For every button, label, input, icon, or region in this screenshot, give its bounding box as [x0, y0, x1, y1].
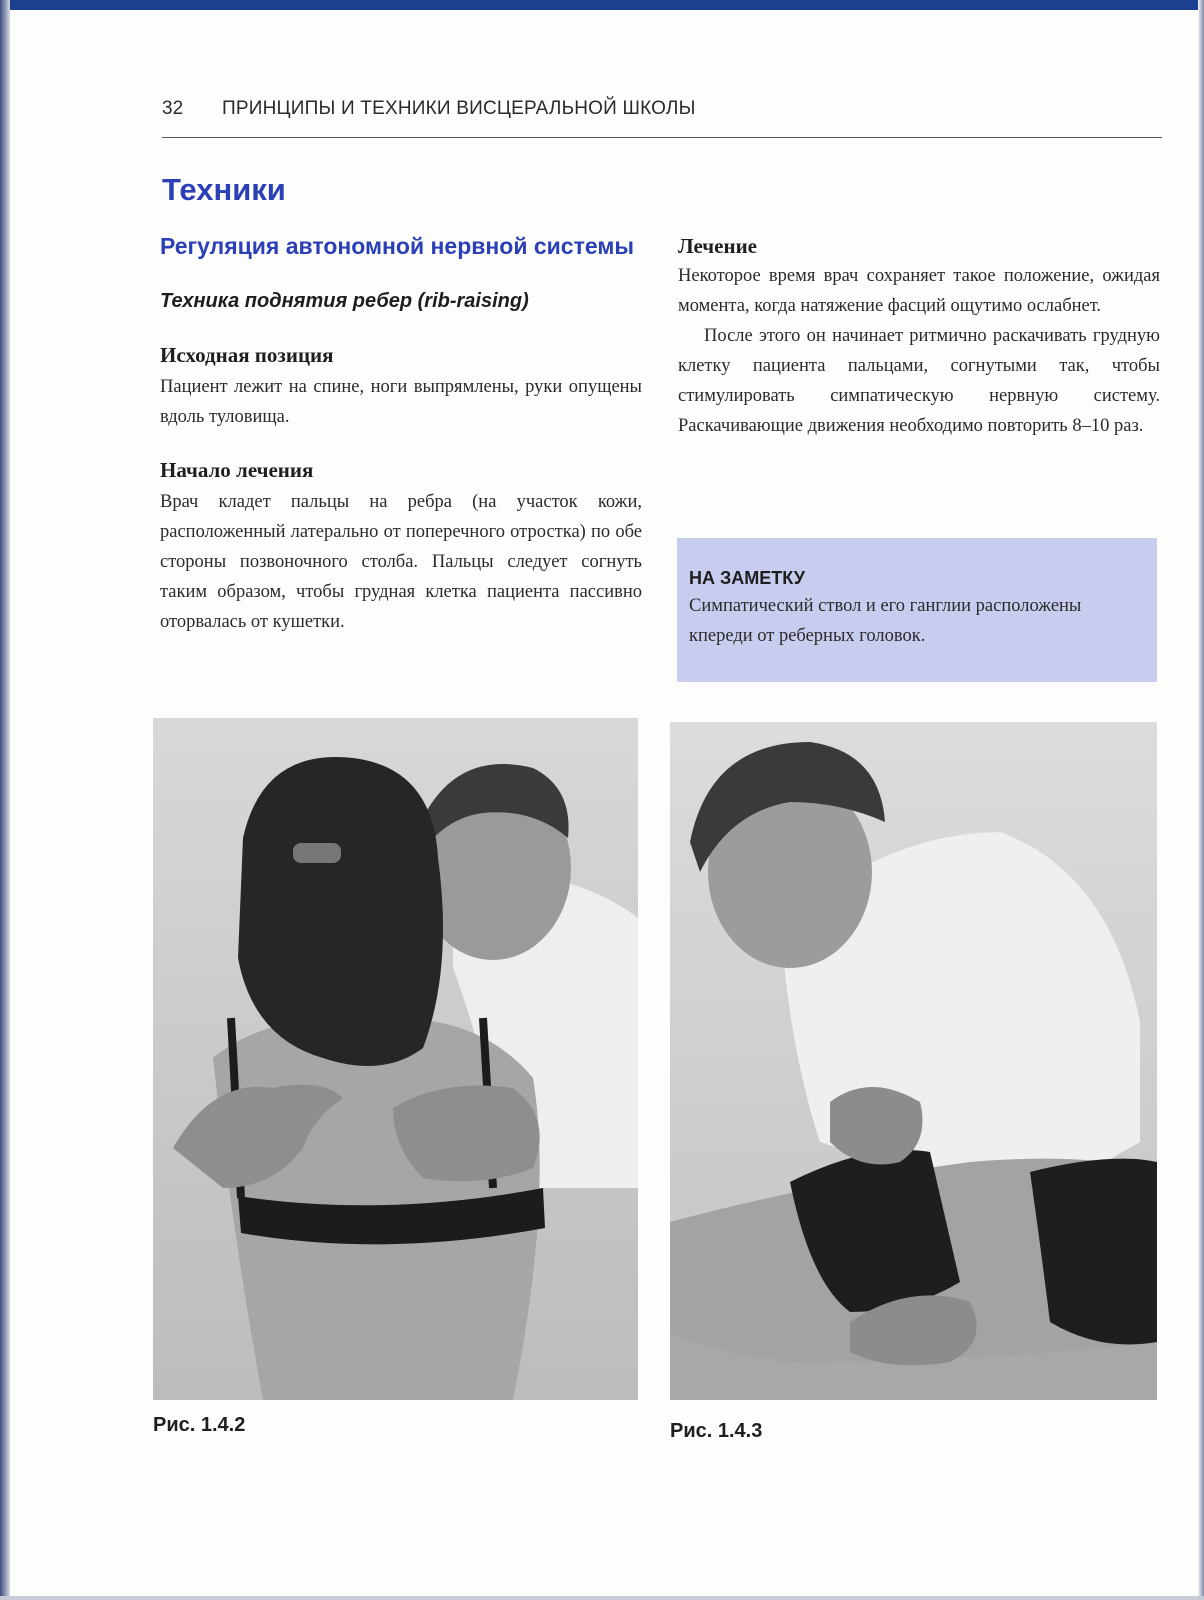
treatment-start-text: Врач кладет пальцы на ребра (на участок кожи, расположенный латерально от поперечного отростка) по обе стороны позвоночного столба. Пальцы следует согнуть таким образом, чтобы грудная клетка пациента пассивно оторвалась от кушетки.	[160, 492, 642, 632]
left-column	[160, 232, 642, 637]
page-number: 32	[162, 98, 184, 119]
treatment-text-2: После этого он начинает ритмично раскачивать грудную клетку пациента пальцами, согнутыми так, чтобы стимулировать симпатическую нервную систему. Раскачивающие движения необходимо повторить 8–10 раз.	[678, 326, 1160, 436]
running-header	[162, 98, 1162, 138]
treatment-start-heading: Начало лечения	[160, 458, 314, 482]
book-spine-shadow	[0, 0, 10, 1600]
figure-caption-1-4-3: Рис. 1.4.3	[670, 1420, 763, 1442]
subsection-title: Регуляция автономной нервной системы	[160, 233, 634, 259]
section-title: Техники	[162, 172, 286, 207]
start-position-heading: Исходная позиция	[160, 343, 334, 367]
page-right-edge	[1198, 0, 1204, 1600]
treatment-heading: Лечение	[678, 234, 757, 258]
technique-title: Техника поднятия ребер (rib-raising)	[160, 290, 529, 312]
figure-1-4-3-photo	[670, 722, 1157, 1400]
rib-raising-seated-illustration	[153, 718, 638, 1400]
top-edge-band	[0, 0, 1204, 10]
note-box	[677, 538, 1157, 682]
note-title: НА ЗАМЕТКУ	[689, 568, 805, 588]
note-text: Симпатический ствол и его ганглии расположены кпереди от реберных головок.	[689, 596, 1082, 646]
header-rule	[162, 137, 1162, 138]
rib-raising-supine-illustration	[670, 722, 1157, 1400]
treatment-text-1: Некоторое время врач сохраняет такое положение, ожидая момента, когда натяжение фасций ощутимо ослабнет.	[678, 266, 1160, 316]
figure-caption-1-4-2: Рис. 1.4.2	[153, 1414, 246, 1436]
running-title: ПРИНЦИПЫ И ТЕХНИКИ ВИСЦЕРАЛЬНОЙ ШКОЛЫ	[222, 98, 696, 119]
page-bottom-edge	[0, 1596, 1204, 1600]
figure-1-4-2-photo	[153, 718, 638, 1400]
start-position-text: Пациент лежит на спине, ноги выпрямлены, руки опущены вдоль туловища.	[160, 377, 642, 427]
right-column	[678, 232, 1160, 441]
